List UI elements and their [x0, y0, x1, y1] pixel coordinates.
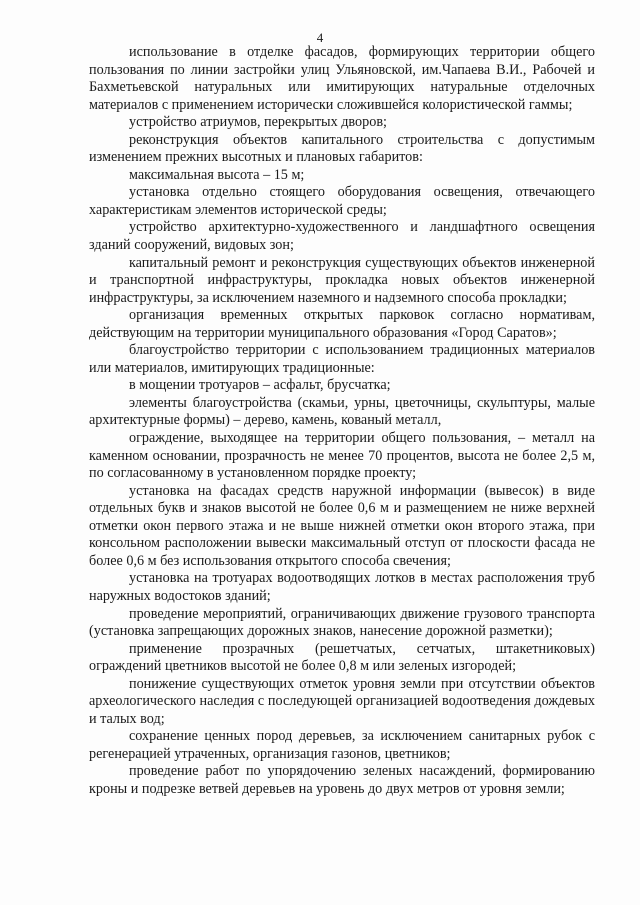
- page-number: 4: [316, 30, 324, 45]
- paragraph: использование в отделке фасадов, формирующих территории общего пользования по линии застройки улиц Ульяновской, им.Чапаева В.И., Рабочей и Бахметьевской натуральных или имитирующих натуральные отделочных материалов с применением исторически сложившейся колористической гаммы;: [89, 44, 595, 113]
- paragraph: установка на тротуарах водоотводящих лотков в местах расположения труб наружных водостоков зданий;: [89, 570, 595, 604]
- paragraph: в мощении тротуаров – асфальт, брусчатка;: [129, 377, 391, 394]
- paragraph: благоустройство территории с использованием традиционных материалов или материалов, имитирующих традиционные:: [89, 342, 595, 376]
- paragraph: ограждение, выходящее на территории общего пользования, – металл на каменном основании, прозрачность не менее 70 процентов, высота не более 2,5 м, по согласованному в установленном порядке проекту;: [89, 430, 595, 482]
- paragraph: капитальный ремонт и реконструкция существующих объектов инженерной и транспортной инфраструктуры, прокладка новых объектов инженерной инфраструктуры, за исключением наземного и надземного способа прокладки;: [89, 254, 595, 306]
- paragraph: проведение мероприятий, ограничивающих движение грузового транспорта (установка запрещающих дорожных знаков, нанесение дорожной разметки);: [89, 605, 595, 640]
- document-body: [89, 44, 595, 799]
- paragraph: максимальная высота – 15 м;: [129, 166, 305, 183]
- paragraph: сохранение ценных пород деревьев, за исключением санитарных рубок с регенерацией утраченных, организация газонов, цветников;: [89, 728, 595, 762]
- paragraph: установка отдельно стоящего оборудования освещения, отвечающего характеристикам элементов исторической среды;: [89, 184, 595, 218]
- paragraph: реконструкция объектов капитального строительства с допустимым изменением прежних высотных и плановых габаритов:: [89, 131, 595, 166]
- paragraph: организация временных открытых парковок согласно нормативам, действующим на территории муниципального образования «Город Саратов»;: [89, 307, 595, 341]
- paragraph: применение прозрачных (решетчатых, сетчатых, штакетниковых) ограждений цветников высотой не более 0,8 м или зеленых изгородей;: [89, 640, 595, 675]
- paragraph: устройство архитектурно-художественного и ландшафтного освещения зданий сооружений, видовых зон;: [89, 219, 595, 254]
- paragraph: устройство атриумов, перекрытых дворов;: [129, 114, 387, 131]
- paragraph: установка на фасадах средств наружной информации (вывесок) в виде отдельных букв и знаков высотой не более 0,6 м и размещением не ниже верхней отметки окон первого этажа и не выше нижней отметки окон второго этажа, при консольном расположении вывески максимальный отступ от плоскости фасада не более 0,6 м без использования открытого способа свечения;: [89, 482, 595, 569]
- paragraph: проведение работ по упорядочению зеленых насаждений, формированию кроны и подрезке ветвей деревьев на уровень до двух метров от уровня земли;: [89, 763, 595, 797]
- paragraph: понижение существующих отметок уровня земли при отсутствии объектов археологического наследия с последующей организацией водоотведения дождевых и талых вод;: [89, 675, 595, 727]
- paragraph: элементы благоустройства (скамьи, урны, цветочницы, скульптуры, малые архитектурные формы) – дерево, камень, кованый металл,: [89, 394, 595, 429]
